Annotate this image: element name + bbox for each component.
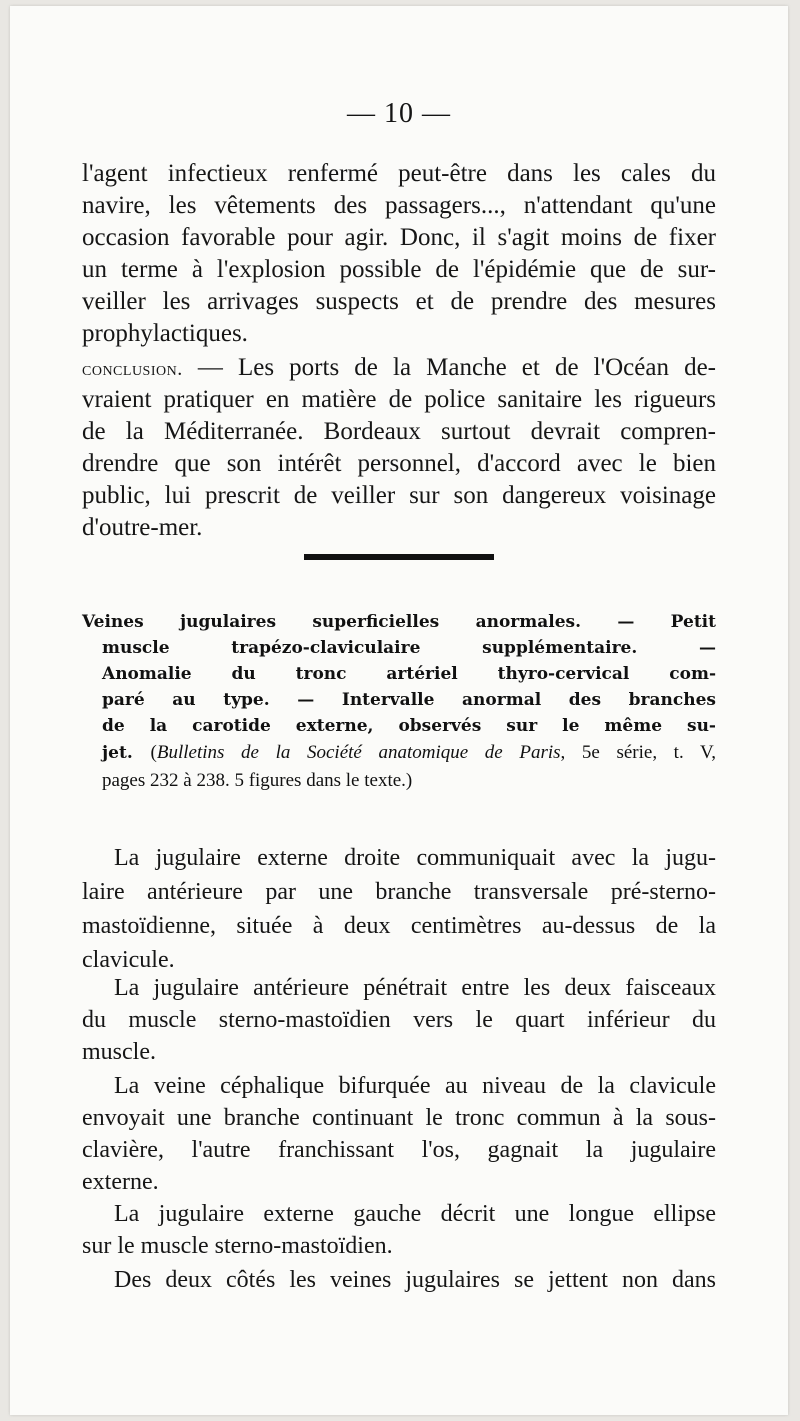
article-title-line: Veines jugulaires superficielles anormales. — Petit — [82, 612, 716, 632]
reference-pages: pages 232 à 238. 5 figures dans le texte.) — [102, 770, 413, 791]
text-line: l'agent infectieux renfermé peut-être dans les cales du — [82, 160, 716, 187]
reference-details: , 5e série, t. V, — [560, 742, 717, 763]
article-title-end: jet. — [102, 743, 133, 763]
conclusion-label: conclusion. — [82, 358, 183, 380]
article-title-line: paré au type. — Intervalle anormal des branches — [102, 690, 716, 710]
text-line: un terme à l'explosion possible de l'épidémie que de sur- — [82, 256, 716, 283]
article-title-line: muscle trapézo-claviculaire supplémentaire. — — [102, 638, 716, 658]
text-line: public, lui prescrit de veiller sur son dangereux voisinage — [82, 482, 716, 509]
text-line: La jugulaire externe gauche décrit une longue ellipse — [114, 1201, 716, 1227]
text-line: clavicule. — [82, 947, 175, 973]
conclusion-first-line-text: — Les ports de la Manche et de l'Océan de- — [197, 354, 717, 381]
section-divider — [304, 554, 494, 560]
text-line: Des deux côtés les veines jugulaires se jettent non dans — [114, 1267, 716, 1293]
text-line: veiller les arrivages suspects et de prendre des mesures — [82, 288, 716, 315]
text-line: La jugulaire antérieure pénétrait entre les deux faisceaux — [114, 975, 716, 1001]
text-line: navire, les vêtements des passagers..., n'attendant qu'une — [82, 192, 716, 219]
document-page — [10, 6, 788, 1415]
reference-open: ( — [150, 742, 157, 763]
text-line: de la Méditerranée. Bordeaux surtout devrait compren- — [82, 418, 716, 445]
text-line: clavière, l'autre franchissant l'os, gagnait la jugulaire — [82, 1137, 716, 1163]
text-line: occasion favorable pour agir. Donc, il s'agit moins de fixer — [82, 224, 716, 251]
text-line: sur le muscle sterno-mastoïdien. — [82, 1233, 393, 1259]
text-line: du muscle sterno-mastoïdien vers le quart inférieur du — [82, 1007, 716, 1033]
text-line: mastoïdienne, située à deux centimètres au-dessus de la — [82, 913, 716, 939]
text-line: La veine céphalique bifurquée au niveau de la clavicule — [114, 1073, 716, 1099]
text-line: laire antérieure par une branche transversale pré-sterno- — [82, 879, 716, 905]
article-reference-line — [102, 740, 716, 766]
text-line: muscle. — [82, 1039, 156, 1065]
text-line: La jugulaire externe droite communiquait avec la jugu- — [114, 845, 716, 871]
text-line: vraient pratiquer en matière de police sanitaire les rigueurs — [82, 386, 716, 413]
text-line: d'outre-mer. — [82, 514, 203, 541]
text-line: envoyait une branche continuant le tronc commun à la sous- — [82, 1105, 716, 1131]
text-line: prophylactiques. — [82, 320, 248, 347]
text-line: drendre que son intérêt personnel, d'accord avec le bien — [82, 450, 716, 477]
text-line: externe. — [82, 1169, 159, 1195]
page-number: — 10 — — [347, 98, 451, 129]
article-title-line: de la carotide externe, observés sur le même su- — [102, 716, 716, 736]
conclusion-first-line — [82, 352, 716, 385]
reference-journal: Bulletins de la Société anatomique de Paris — [156, 742, 561, 763]
article-title-line: Anomalie du tronc artériel thyro-cervical com- — [102, 664, 716, 684]
